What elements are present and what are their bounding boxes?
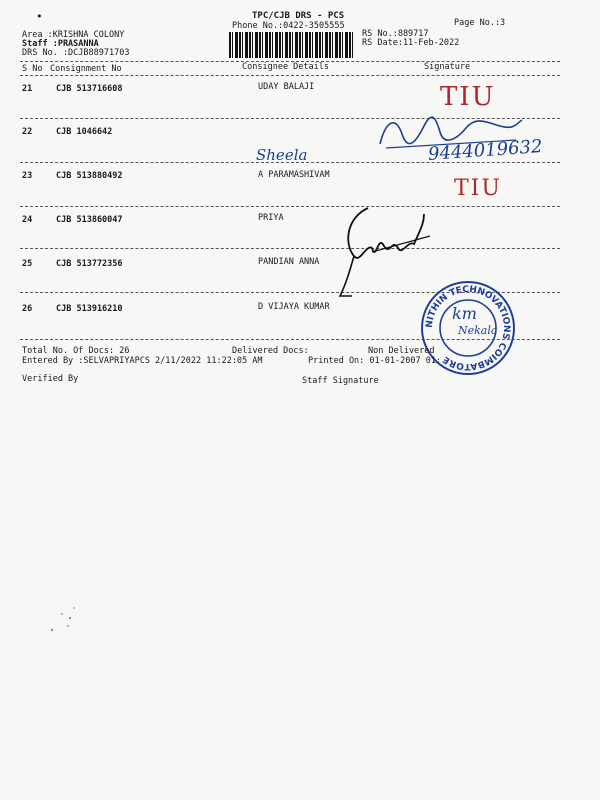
col-header-sno: S No: [22, 64, 43, 74]
stamp-handwritten-name: Nekala: [458, 324, 498, 337]
handwritten-tiu: TIU: [440, 82, 496, 112]
row-consignment: CJB 513880492: [56, 171, 123, 181]
row-sno: 24: [22, 215, 33, 225]
area-label: Area :KRISHNA COLONY: [22, 30, 125, 40]
row-consignee: UDAY BALAJI: [258, 82, 315, 92]
row-consignment: CJB 513716608: [56, 84, 123, 94]
row-sno: 26: [22, 304, 33, 314]
row-consignment: CJB 1046642: [56, 127, 113, 137]
rs-number: RS No.:889717: [362, 29, 429, 39]
delivered-docs: Delivered Docs:: [232, 346, 309, 356]
stamp-text: NITHIN TECHNOVATIONS COIMBATORE: [424, 284, 512, 372]
printed-on: Printed On: 01-01-2007 01:: [308, 356, 442, 366]
staff-signature-label: Staff Signature: [302, 376, 379, 386]
handwritten-phone: 9444019632: [427, 136, 544, 165]
drs-number: DRS No. :DCJB88971703: [22, 48, 130, 58]
signature-row-22: [376, 112, 526, 152]
non-delivered-docs: Non Delivered: [368, 346, 435, 356]
staff-label: Staff :PRASANNA: [22, 39, 99, 49]
col-header-consignee: Consignee Details: [242, 62, 329, 72]
handwritten-name-sheela: Sheela: [256, 146, 308, 164]
handwritten-tiu: TIU: [454, 176, 502, 201]
row-consignment: CJB 513772356: [56, 259, 123, 269]
verified-by-label: Verified By: [22, 374, 79, 384]
page-number: Page No.:3: [454, 18, 506, 28]
row-sno: 25: [22, 259, 33, 269]
total-docs: Total No. Of Docs: 26: [22, 346, 130, 356]
phone-number: Phone No.:0422-3505555: [232, 21, 345, 31]
row-divider: [20, 206, 560, 207]
row-sno: 22: [22, 127, 33, 137]
col-header-consignment: Consignment No: [50, 64, 122, 74]
row-sno: 21: [22, 84, 33, 94]
document-title: TPC/CJB DRS - PCS: [252, 11, 345, 21]
row-sno: 23: [22, 171, 33, 181]
entered-by: Entered By :SELVAPRIYAPCS 2/11/2022 11:22:05 AM: [22, 356, 263, 366]
row-consignee: D VIJAYA KUMAR: [258, 302, 330, 312]
barcode: [229, 32, 353, 58]
row-consignee: A PARAMASHIVAM: [258, 170, 330, 180]
rs-date: RS Date:11-Feb-2022: [362, 38, 460, 48]
row-divider: [20, 248, 560, 249]
header-bullet: •: [36, 10, 43, 23]
row-consignment: CJB 513916210: [56, 304, 123, 314]
divider: [20, 75, 560, 76]
row-consignee: PRIYA: [258, 213, 284, 223]
stamp-initials: km: [452, 304, 477, 323]
row-consignee: PANDIAN ANNA: [258, 257, 320, 267]
row-consignment: CJB 513860047: [56, 215, 123, 225]
scan-speckle: [48, 602, 88, 634]
col-header-signature: Signature: [424, 62, 471, 72]
